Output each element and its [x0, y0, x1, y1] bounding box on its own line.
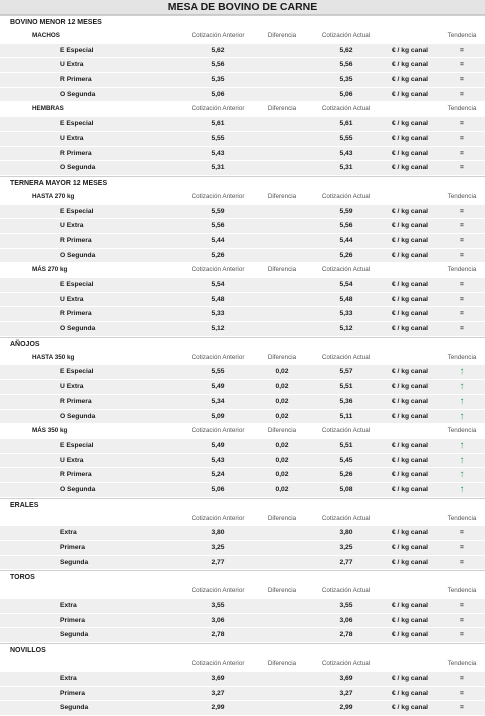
price-unit: € / kg canal	[391, 558, 429, 566]
price-actual: 5,06	[339, 90, 353, 98]
price-anterior: 3,55	[211, 602, 225, 610]
table-row	[0, 541, 485, 556]
section	[0, 337, 485, 498]
price-actual: 5,33	[339, 310, 353, 318]
header-anterior: Cotización Anterior	[191, 266, 245, 274]
group-label: MÁS 350 kg	[32, 427, 68, 435]
price-actual: 5,08	[339, 485, 353, 493]
price-actual: 5,35	[339, 76, 353, 84]
trend-equal-icon: =	[460, 120, 464, 128]
price-actual: 5,48	[339, 295, 353, 303]
price-unit: € / kg canal	[391, 164, 429, 172]
trend-equal-icon: =	[460, 616, 464, 624]
price-anterior: 5,06	[211, 90, 225, 98]
header-diferencia: Diferencia	[267, 514, 297, 522]
price-unit: € / kg canal	[391, 61, 429, 69]
table-row	[0, 410, 485, 425]
header-diferencia: Diferencia	[267, 427, 297, 435]
header-tendencia: Tendencia	[447, 660, 477, 668]
header-actual: Cotización Actual	[321, 353, 371, 361]
price-actual: 5,31	[339, 164, 353, 172]
grade-name: R Primera	[60, 397, 92, 405]
header-anterior: Cotización Anterior	[191, 353, 245, 361]
price-unit: € / kg canal	[391, 149, 429, 157]
price-unit: € / kg canal	[391, 295, 429, 303]
trend-equal-icon: =	[460, 544, 464, 551]
price-unit: € / kg canal	[391, 236, 429, 244]
trend-equal-icon: =	[460, 529, 464, 537]
price-diferencia: 0,02	[275, 412, 289, 420]
price-actual: 3,55	[339, 602, 353, 610]
group-label: MACHOS	[32, 32, 60, 39]
header-anterior: Cotización Anterior	[191, 105, 245, 113]
price-diferencia: 0,02	[275, 456, 289, 464]
table-row	[0, 205, 485, 220]
grade-name: Segunda	[60, 704, 89, 712]
trend-up-icon: ↑	[459, 439, 465, 451]
grade-name: E Especial	[60, 120, 94, 128]
grade-name: R Primera	[60, 149, 92, 157]
price-actual: 5,43	[339, 149, 353, 157]
section-title: ERALES	[0, 498, 485, 512]
header-tendencia: Tendencia	[447, 32, 477, 39]
price-actual: 5,36	[339, 397, 353, 405]
price-anterior: 5,43	[211, 456, 225, 464]
trend-equal-icon: =	[460, 149, 464, 157]
table-row	[0, 365, 485, 380]
price-unit: € / kg canal	[391, 251, 429, 259]
table-row	[0, 58, 485, 73]
table-row	[0, 454, 485, 469]
price-anterior: 5,06	[211, 485, 225, 493]
section-title: TOROS	[0, 570, 485, 584]
price-unit: € / kg canal	[391, 631, 429, 639]
table-row	[0, 161, 485, 176]
grade-name: E Especial	[60, 46, 94, 54]
table-row	[0, 147, 485, 162]
price-actual: 5,26	[339, 471, 353, 479]
price-unit: € / kg canal	[391, 281, 429, 288]
price-actual: 3,69	[339, 674, 353, 682]
section	[0, 15, 485, 176]
header-tendencia: Tendencia	[447, 105, 477, 113]
grade-name: Primera	[60, 544, 85, 551]
price-actual: 5,59	[339, 207, 353, 215]
grade-name: R Primera	[60, 310, 92, 318]
section-title: TERNERA MAYOR 12 MESES	[0, 176, 485, 190]
price-anterior: 5,35	[211, 76, 225, 84]
grade-name: Extra	[60, 602, 77, 610]
grade-name: U Extra	[60, 383, 84, 391]
price-unit: € / kg canal	[391, 325, 429, 333]
header-tendencia: Tendencia	[447, 427, 477, 435]
price-unit: € / kg canal	[391, 383, 429, 391]
price-actual: 5,61	[339, 120, 353, 128]
table-row	[0, 132, 485, 147]
header-anterior: Cotización Anterior	[191, 660, 245, 668]
grade-name: R Primera	[60, 236, 92, 244]
grade-name: E Especial	[60, 441, 94, 449]
grade-name: E Especial	[60, 368, 94, 376]
price-unit: € / kg canal	[391, 689, 429, 697]
header-actual: Cotización Actual	[321, 192, 371, 200]
price-actual: 5,51	[339, 383, 353, 391]
trend-equal-icon: =	[460, 207, 464, 215]
grade-name: Extra	[60, 674, 77, 682]
grade-name: O Segunda	[60, 164, 96, 172]
price-unit: € / kg canal	[391, 441, 429, 449]
trend-equal-icon: =	[460, 602, 464, 610]
price-unit: € / kg canal	[391, 368, 429, 376]
price-actual: 5,51	[339, 441, 353, 449]
price-anterior: 5,49	[211, 383, 225, 391]
price-anterior: 5,24	[211, 471, 225, 479]
price-unit: € / kg canal	[391, 704, 429, 712]
column-header-row	[0, 584, 485, 599]
price-diferencia: 0,02	[275, 441, 289, 449]
trend-up-icon: ↑	[459, 454, 465, 466]
trend-equal-icon: =	[460, 46, 464, 54]
price-actual: 5,62	[339, 46, 353, 54]
header-tendencia: Tendencia	[447, 587, 477, 595]
section	[0, 570, 485, 643]
page-title: MESA DE BOVINO DE CARNE	[0, 0, 485, 15]
table-row	[0, 307, 485, 322]
table-row	[0, 117, 485, 132]
grade-name: U Extra	[60, 222, 84, 230]
price-anterior: 5,62	[211, 46, 225, 54]
price-anterior: 5,55	[211, 368, 225, 376]
price-unit: € / kg canal	[391, 529, 429, 537]
header-actual: Cotización Actual	[321, 427, 371, 435]
grade-name: E Especial	[60, 281, 94, 288]
price-anterior: 5,48	[211, 295, 225, 303]
price-diferencia: 0,02	[275, 471, 289, 479]
table-row	[0, 293, 485, 308]
trend-equal-icon: =	[460, 674, 464, 682]
price-unit: € / kg canal	[391, 616, 429, 624]
price-anterior: 5,09	[211, 412, 225, 420]
table-row	[0, 672, 485, 687]
price-unit: € / kg canal	[391, 310, 429, 318]
price-anterior: 5,59	[211, 207, 225, 215]
table-row	[0, 380, 485, 395]
table-row	[0, 395, 485, 410]
trend-up-icon: ↑	[459, 395, 465, 407]
price-actual: 5,11	[339, 412, 353, 420]
table-row	[0, 439, 485, 454]
table-row	[0, 599, 485, 614]
group-label: HASTA 350 kg	[32, 353, 75, 361]
trend-up-icon: ↑	[459, 483, 465, 495]
price-anterior: 5,56	[211, 222, 225, 230]
price-anterior: 5,54	[211, 281, 225, 288]
group-label: MÁS 270 kg	[32, 266, 68, 274]
price-anterior: 3,27	[211, 689, 225, 697]
price-actual: 5,44	[339, 236, 353, 244]
section-title: AÑOJOS	[0, 337, 485, 351]
price-actual: 3,25	[339, 544, 353, 551]
price-unit: € / kg canal	[391, 674, 429, 682]
column-header-row	[0, 29, 485, 44]
price-actual: 2,78	[339, 631, 353, 639]
trend-equal-icon: =	[460, 61, 464, 69]
trend-equal-icon: =	[460, 281, 464, 288]
price-anterior: 5,12	[211, 325, 225, 333]
group-label: HEMBRAS	[32, 105, 64, 113]
price-anterior: 5,26	[211, 251, 225, 259]
table-row	[0, 73, 485, 88]
header-tendencia: Tendencia	[447, 353, 477, 361]
grade-name: U Extra	[60, 456, 84, 464]
table-row	[0, 219, 485, 234]
price-anterior: 5,55	[211, 134, 225, 142]
header-diferencia: Diferencia	[267, 32, 297, 39]
trend-equal-icon: =	[460, 251, 464, 259]
price-anterior: 2,78	[211, 631, 225, 639]
header-actual: Cotización Actual	[321, 587, 371, 595]
trend-up-icon: ↑	[459, 410, 465, 422]
price-actual: 5,56	[339, 222, 353, 230]
section	[0, 176, 485, 337]
group-label: HASTA 270 kg	[32, 192, 75, 200]
price-unit: € / kg canal	[391, 456, 429, 464]
grade-name: R Primera	[60, 76, 92, 84]
grade-name: O Segunda	[60, 325, 96, 333]
header-anterior: Cotización Anterior	[191, 587, 245, 595]
grade-name: U Extra	[60, 61, 84, 69]
price-actual: 3,27	[339, 689, 353, 697]
price-actual: 5,12	[339, 325, 353, 333]
price-unit: € / kg canal	[391, 222, 429, 230]
price-unit: € / kg canal	[391, 120, 429, 128]
column-header-row	[0, 263, 485, 278]
header-actual: Cotización Actual	[321, 660, 371, 668]
price-anterior: 5,33	[211, 310, 225, 318]
price-actual: 3,80	[339, 529, 353, 537]
header-diferencia: Diferencia	[267, 105, 297, 113]
header-anterior: Cotización Anterior	[191, 514, 245, 522]
header-tendencia: Tendencia	[447, 266, 477, 274]
column-header-row	[0, 190, 485, 205]
trend-equal-icon: =	[460, 704, 464, 712]
price-anterior: 2,99	[211, 704, 225, 712]
table-row	[0, 614, 485, 629]
header-actual: Cotización Actual	[321, 105, 371, 113]
trend-up-icon: ↑	[459, 366, 465, 378]
price-diferencia: 0,02	[275, 383, 289, 391]
trend-equal-icon: =	[460, 558, 464, 566]
grade-name: Primera	[60, 616, 85, 624]
price-anterior: 2,77	[211, 558, 225, 566]
grade-name: Segunda	[60, 558, 89, 566]
table-row	[0, 483, 485, 498]
trend-equal-icon: =	[460, 134, 464, 142]
price-actual: 2,99	[339, 704, 353, 712]
price-actual: 5,54	[339, 281, 353, 288]
price-anterior: 5,31	[211, 164, 225, 172]
column-header-row	[0, 512, 485, 527]
table-row	[0, 88, 485, 103]
price-unit: € / kg canal	[391, 471, 429, 479]
trend-equal-icon: =	[460, 310, 464, 318]
grade-name: Extra	[60, 529, 77, 537]
price-unit: € / kg canal	[391, 397, 429, 405]
price-unit: € / kg canal	[391, 46, 429, 54]
header-anterior: Cotización Anterior	[191, 192, 245, 200]
price-anterior: 3,69	[211, 674, 225, 682]
table-row	[0, 234, 485, 249]
column-header-row	[0, 102, 485, 117]
header-diferencia: Diferencia	[267, 353, 297, 361]
price-diferencia: 0,02	[275, 368, 289, 376]
table-row	[0, 526, 485, 541]
trend-equal-icon: =	[460, 631, 464, 639]
price-anterior: 5,49	[211, 441, 225, 449]
header-diferencia: Diferencia	[267, 660, 297, 668]
table-row	[0, 468, 485, 483]
price-unit: € / kg canal	[391, 207, 429, 215]
grade-name: Segunda	[60, 631, 89, 639]
grade-name: R Primera	[60, 471, 92, 479]
price-diferencia: 0,02	[275, 485, 289, 493]
header-anterior: Cotización Anterior	[191, 32, 245, 39]
price-actual: 5,26	[339, 251, 353, 259]
grade-name: O Segunda	[60, 485, 96, 493]
price-anterior: 3,80	[211, 529, 225, 537]
section-title: NOVILLOS	[0, 643, 485, 657]
price-unit: € / kg canal	[391, 90, 429, 98]
price-actual: 5,57	[339, 368, 353, 376]
header-diferencia: Diferencia	[267, 266, 297, 274]
price-unit: € / kg canal	[391, 602, 429, 610]
column-header-row	[0, 351, 485, 366]
trend-equal-icon: =	[460, 164, 464, 172]
price-unit: € / kg canal	[391, 76, 429, 84]
section	[0, 498, 485, 571]
grade-name: O Segunda	[60, 412, 96, 420]
price-unit: € / kg canal	[391, 544, 429, 551]
table-row	[0, 628, 485, 643]
column-header-row	[0, 657, 485, 672]
table-row	[0, 278, 485, 293]
trend-equal-icon: =	[460, 222, 464, 230]
header-tendencia: Tendencia	[447, 514, 477, 522]
trend-equal-icon: =	[460, 236, 464, 244]
price-unit: € / kg canal	[391, 485, 429, 493]
trend-equal-icon: =	[460, 76, 464, 84]
table-row	[0, 44, 485, 59]
price-actual: 2,77	[339, 558, 353, 566]
price-actual: 5,55	[339, 134, 353, 142]
price-actual: 5,56	[339, 61, 353, 69]
grade-name: U Extra	[60, 134, 84, 142]
table-row	[0, 556, 485, 571]
header-anterior: Cotización Anterior	[191, 427, 245, 435]
column-header-row	[0, 424, 485, 439]
trend-equal-icon: =	[460, 689, 464, 697]
grade-name: Primera	[60, 689, 85, 697]
price-anterior: 5,56	[211, 61, 225, 69]
price-unit: € / kg canal	[391, 134, 429, 142]
price-anterior: 3,25	[211, 544, 225, 551]
trend-up-icon: ↑	[459, 469, 465, 481]
price-actual: 3,06	[339, 616, 353, 624]
header-diferencia: Diferencia	[267, 192, 297, 200]
grade-name: E Especial	[60, 207, 94, 215]
price-anterior: 5,34	[211, 397, 225, 405]
price-actual: 5,45	[339, 456, 353, 464]
header-actual: Cotización Actual	[321, 266, 371, 274]
section-title: BOVINO MENOR 12 MESES	[0, 15, 485, 29]
trend-equal-icon: =	[460, 295, 464, 303]
price-anterior: 5,43	[211, 149, 225, 157]
price-unit: € / kg canal	[391, 412, 429, 420]
header-actual: Cotización Actual	[321, 32, 371, 39]
trend-equal-icon: =	[460, 90, 464, 98]
trend-equal-icon: =	[460, 325, 464, 333]
trend-up-icon: ↑	[459, 381, 465, 393]
price-diferencia: 0,02	[275, 397, 289, 405]
table-row	[0, 701, 485, 716]
sections-container	[0, 15, 485, 716]
section	[0, 643, 485, 716]
price-anterior: 3,06	[211, 616, 225, 624]
grade-name: O Segunda	[60, 251, 96, 259]
table-row	[0, 322, 485, 337]
price-anterior: 5,44	[211, 236, 225, 244]
header-diferencia: Diferencia	[267, 587, 297, 595]
table-row	[0, 249, 485, 264]
header-tendencia: Tendencia	[447, 192, 477, 200]
table-row	[0, 687, 485, 702]
grade-name: O Segunda	[60, 90, 96, 98]
grade-name: U Extra	[60, 295, 84, 303]
header-actual: Cotización Actual	[321, 514, 371, 522]
price-anterior: 5,61	[211, 120, 225, 128]
